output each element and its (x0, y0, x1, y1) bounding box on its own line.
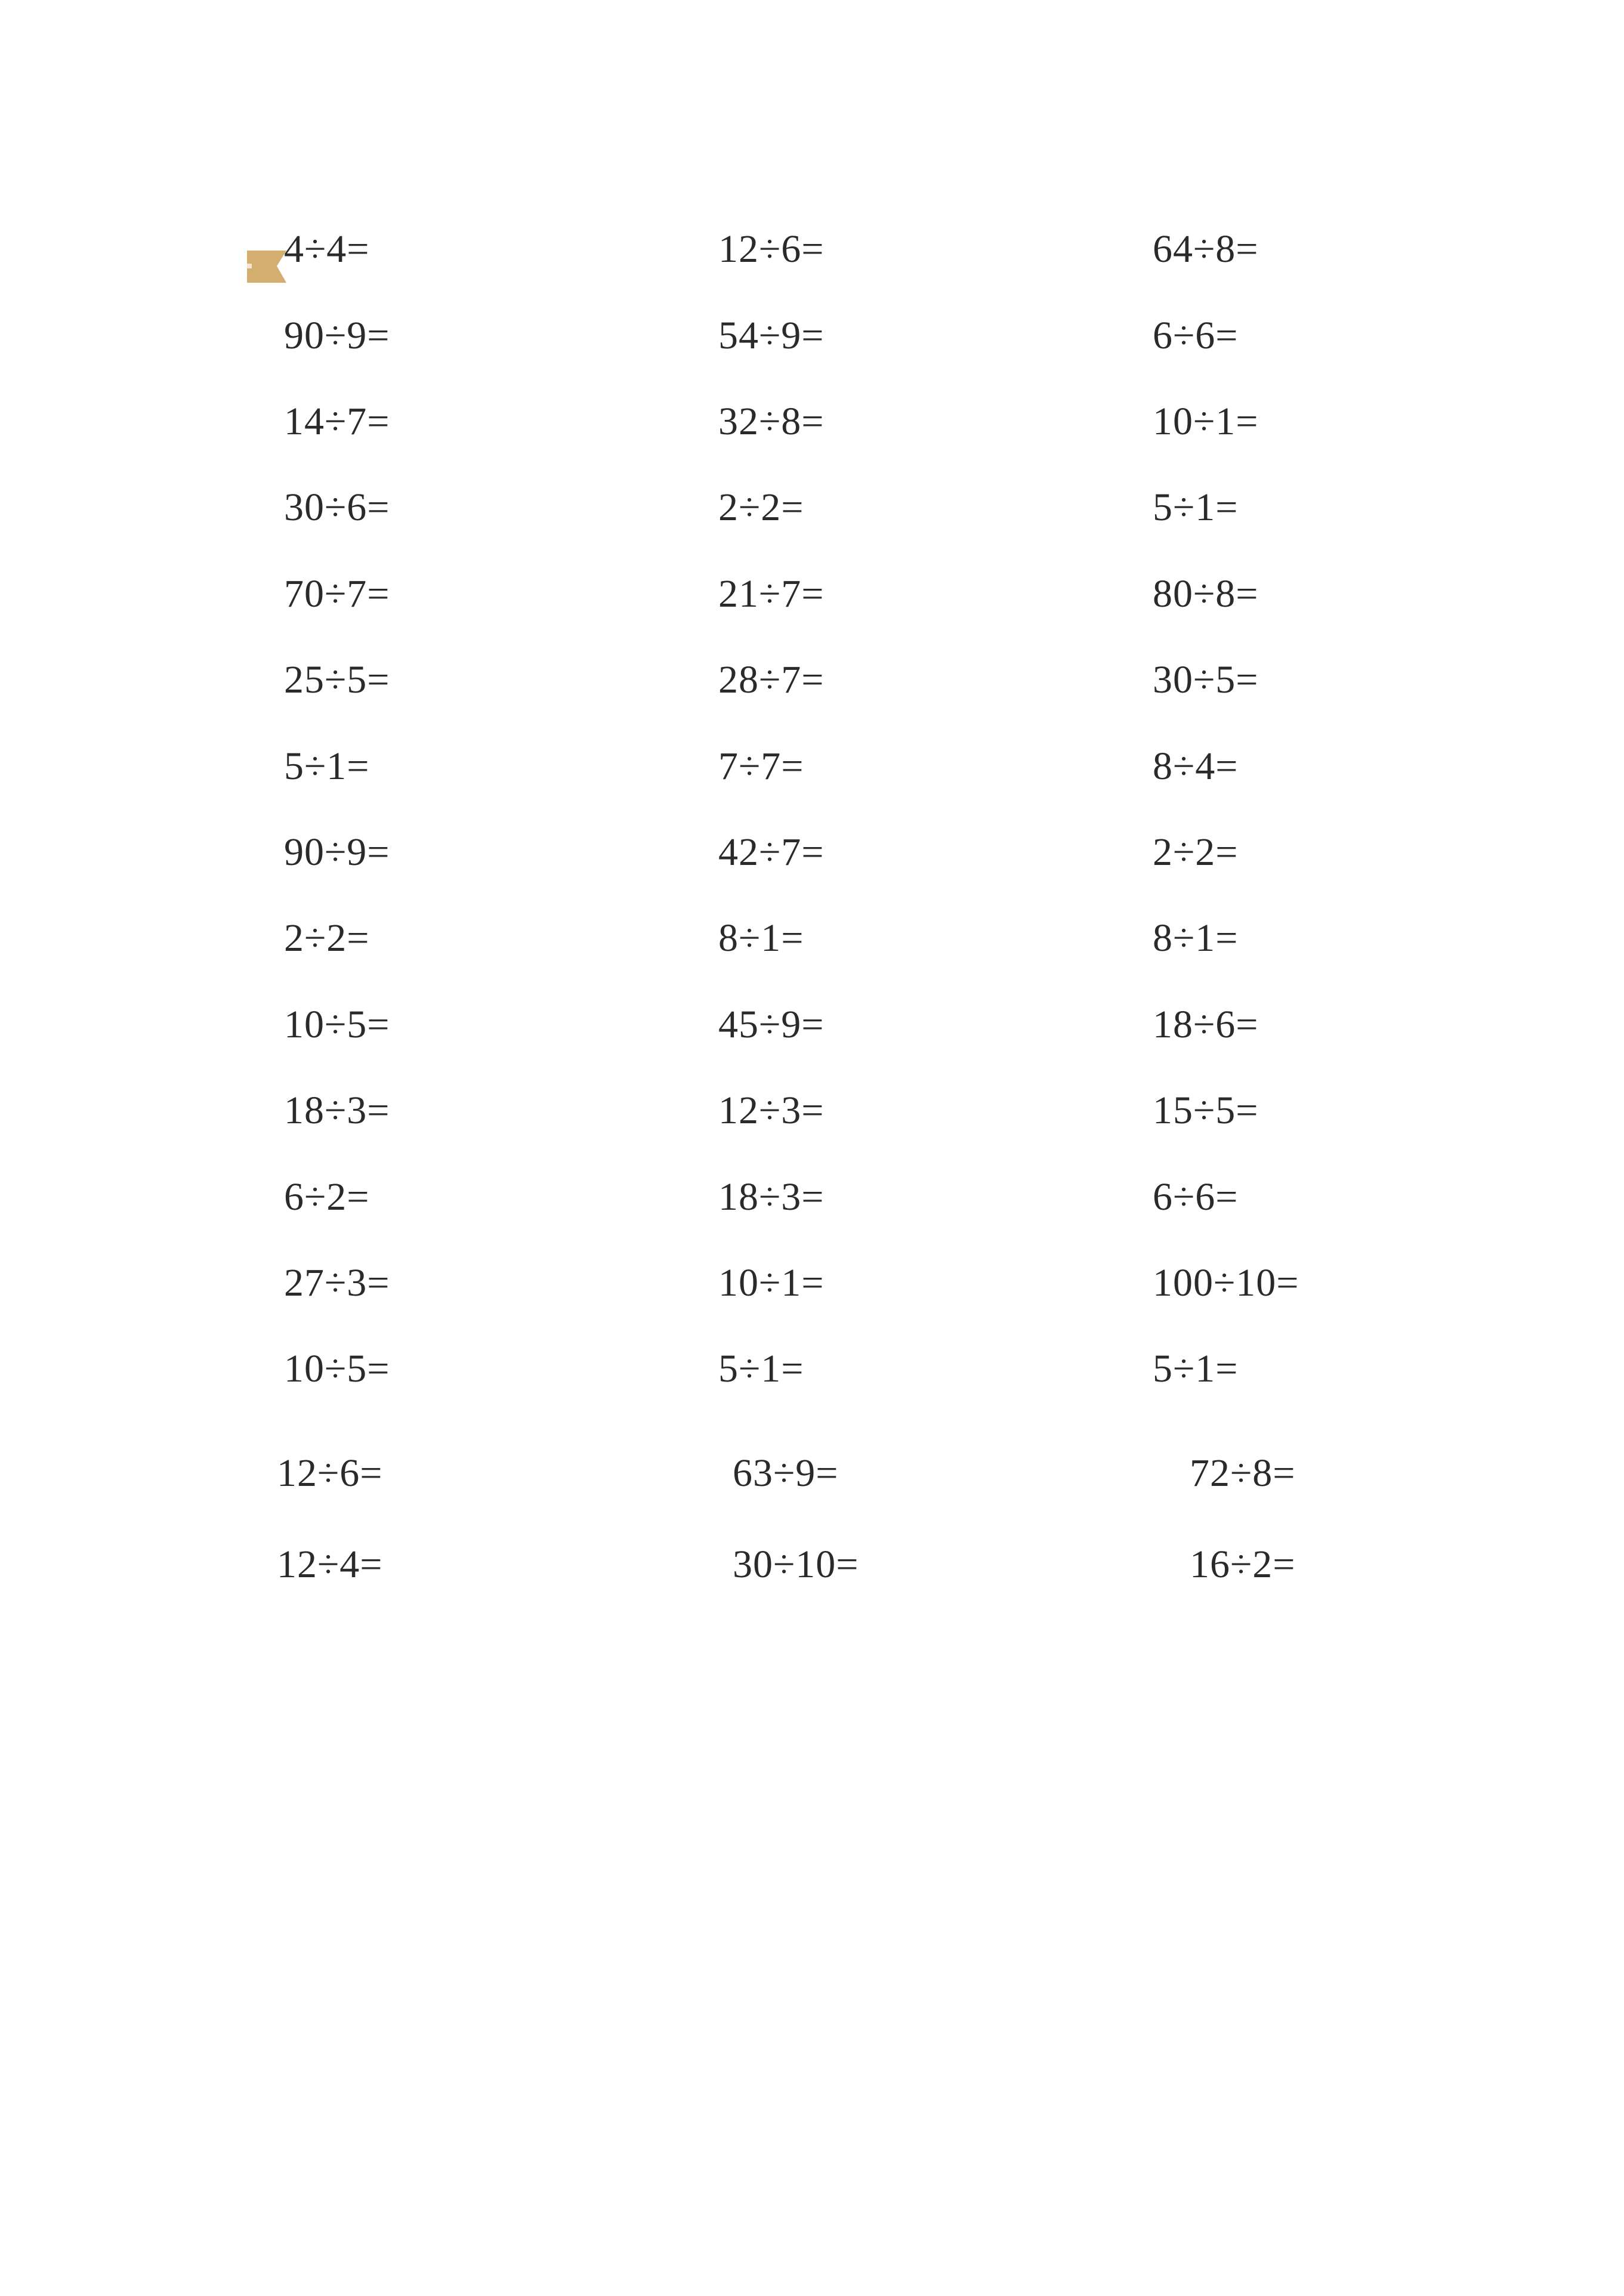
problem: 5÷1= (718, 1347, 804, 1390)
problem: 6÷2= (284, 1175, 370, 1219)
problem: 2÷2= (1153, 830, 1239, 874)
problem: 42÷7= (718, 830, 825, 874)
problem: 27÷3= (284, 1261, 390, 1305)
problem: 14÷7= (284, 400, 390, 443)
problem: 10÷5= (284, 1003, 390, 1046)
problem: 18÷6= (1153, 1003, 1259, 1046)
problem: 16÷2= (1190, 1543, 1296, 1586)
problem: 45÷9= (718, 1003, 825, 1046)
problem: 18÷3= (718, 1175, 825, 1219)
problem: 30÷6= (284, 486, 390, 529)
problem: 90÷9= (284, 314, 390, 357)
problem: 8÷1= (718, 916, 804, 960)
problem: 15÷5= (1153, 1089, 1259, 1132)
problem: 8÷4= (1153, 744, 1239, 788)
problem: 32÷8= (718, 400, 825, 443)
problem: 25÷5= (284, 658, 390, 702)
problem: 12÷6= (718, 227, 825, 271)
problem: 18÷3= (284, 1089, 390, 1132)
problem: 10÷1= (1153, 400, 1259, 443)
problem: 30÷10= (733, 1543, 859, 1586)
problem: 7÷7= (718, 744, 804, 788)
problem: 100÷10= (1153, 1261, 1299, 1305)
problem: 10÷5= (284, 1347, 390, 1390)
problem: 5÷1= (1153, 1347, 1239, 1390)
problem: 90÷9= (284, 830, 390, 874)
problem: 2÷2= (284, 916, 370, 960)
problem: 72÷8= (1190, 1451, 1296, 1495)
problem: 12÷6= (277, 1451, 383, 1495)
problem: 8÷1= (1153, 916, 1239, 960)
bookmark-flag-icon[interactable] (246, 246, 288, 285)
problem: 30÷5= (1153, 658, 1259, 702)
problem: 54÷9= (718, 314, 825, 357)
problem: 80÷8= (1153, 572, 1259, 616)
problem: 12÷3= (718, 1089, 825, 1132)
problem: 5÷1= (284, 744, 370, 788)
problem: 2÷2= (718, 486, 804, 529)
problem: 12÷4= (277, 1543, 383, 1586)
problem: 70÷7= (284, 572, 390, 616)
problem: 21÷7= (718, 572, 825, 616)
problem: 6÷6= (1153, 314, 1239, 357)
problem: 6÷6= (1153, 1175, 1239, 1219)
problem: 5÷1= (1153, 486, 1239, 529)
problem: 64÷8= (1153, 227, 1259, 271)
problem: 10÷1= (718, 1261, 825, 1305)
problem: 4÷4= (284, 227, 370, 271)
problem: 28÷7= (718, 658, 825, 702)
problem: 63÷9= (733, 1451, 839, 1495)
